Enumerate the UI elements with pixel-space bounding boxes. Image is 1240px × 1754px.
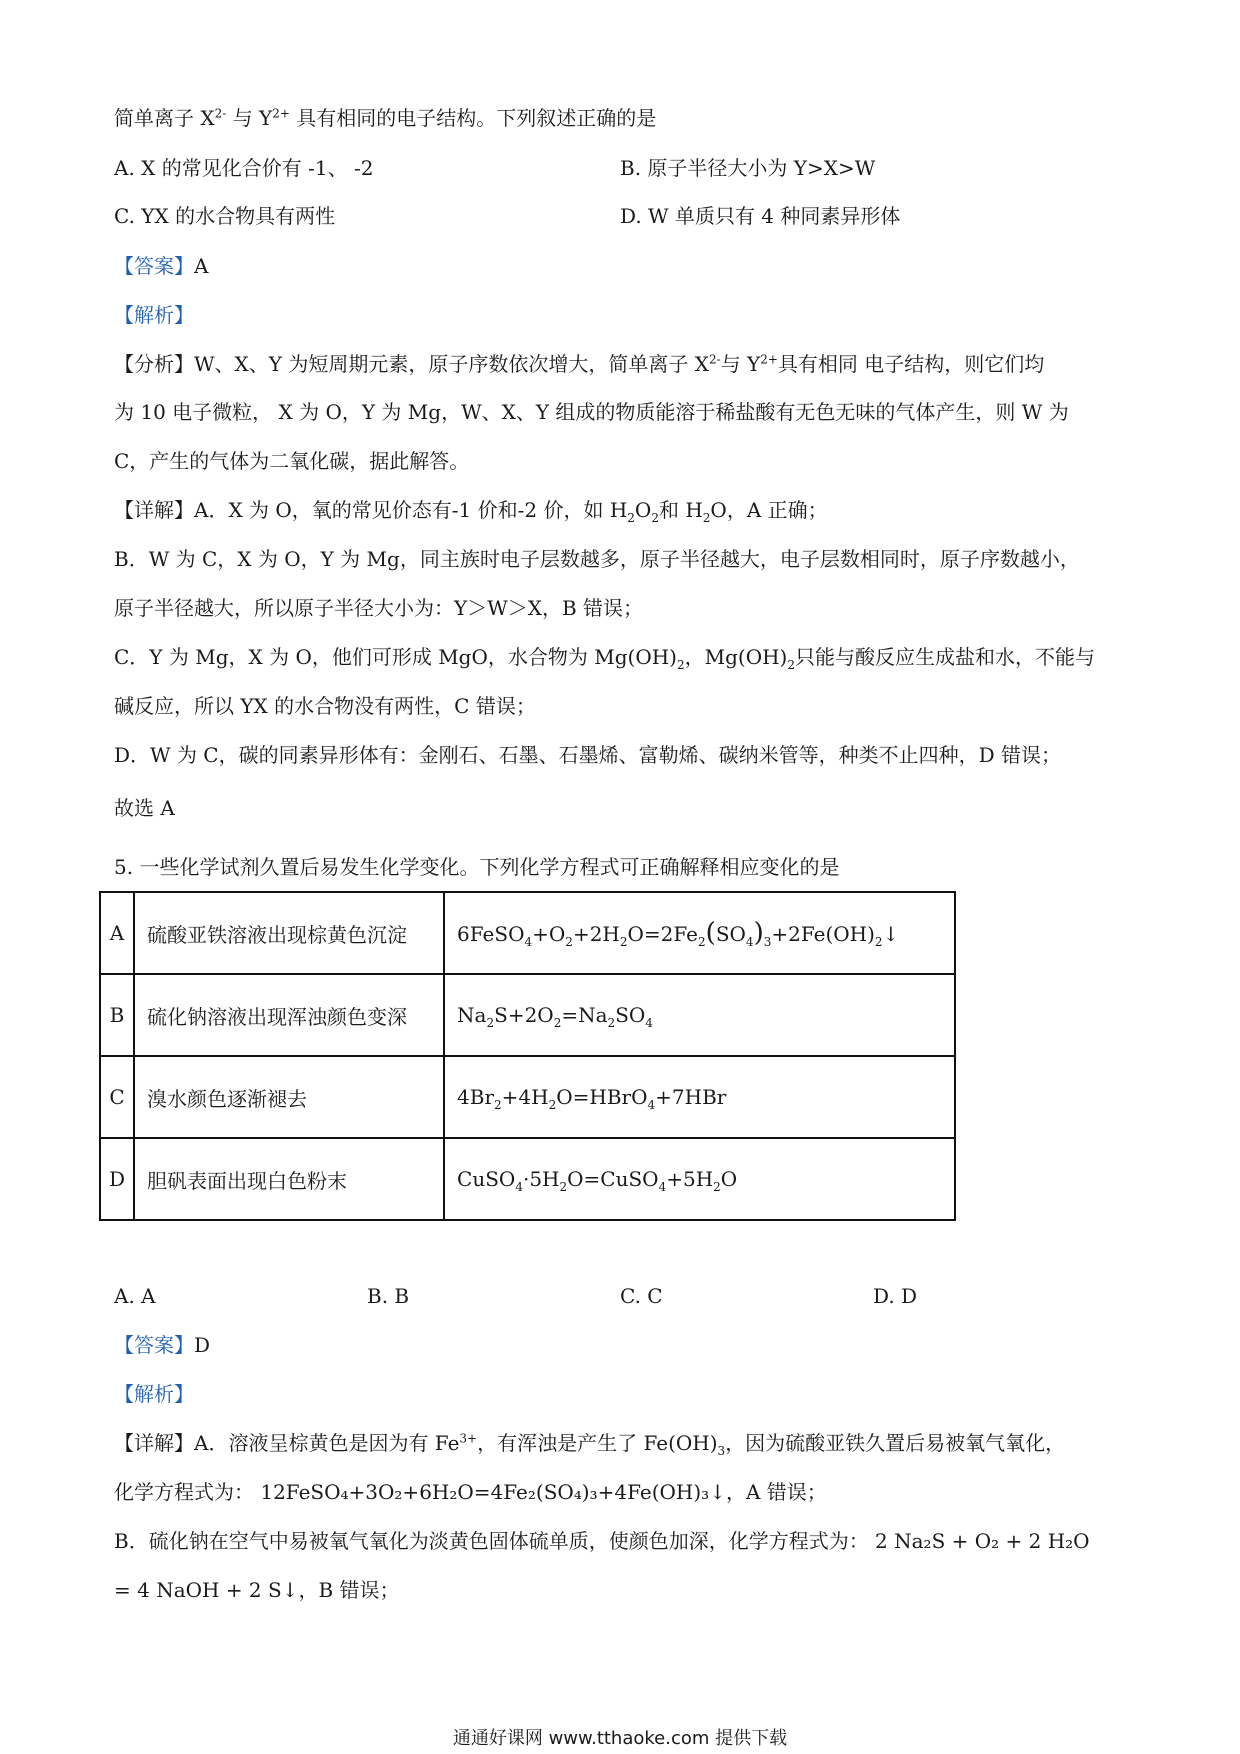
answer-value: A [194,254,209,278]
sub-3: 3 [717,1444,726,1458]
q4-option-b: B. 原子半径大小为 Y>X>W [620,156,876,180]
detail-c-text-a: C．Y 为 Mg，X 为 O，他们可形成 MgO，水合物为 Mg(OH) [114,645,677,669]
row-letter: B [100,974,134,1056]
row-letter: A [100,892,134,974]
q4-option-a: A. X 的常见化合价有 -1、 -2 [114,156,374,180]
detail-tag: 【详解】 [114,498,194,522]
answer-tag: 【答案】 [114,1333,194,1357]
fenxi-sup1: 2- [708,352,721,367]
q5-detail-b1: B．硫化钠在空气中易被氧气氧化为淡黄色固体硫单质，使颜色加深，化学方程式为： 2 Na₂S + O₂ + 2 H₂O [114,1529,1090,1553]
fenxi-text-b: 与 Y [720,352,761,376]
sub-2: 2 [787,658,795,672]
sub-2: 2 [627,511,635,525]
q4-analysis-tag: 【解析】 [114,303,194,327]
answer-tag: 【答案】 [114,254,194,278]
q4-fenxi-line2: 为 10 电子微粒， X 为 O，Y 为 Mg，W、X、Y 组成的物质能溶于稀盐酸有无色无味的气体产生，则 W 为 [114,400,1069,424]
table-row [100,892,955,974]
table-row [100,1138,955,1220]
q4-detail-c2: 碱反应，所以 YX 的水合物没有两性，C 错误； [114,694,536,718]
detail-c-text-c: 只能与酸反应生成盐和水，不能与 [794,645,1095,669]
q5-option-d: D. D [873,1284,918,1308]
row-letter: D [100,1138,134,1220]
q5-stem: 5. 一些化学试剂久置后易发生化学变化。下列化学方程式可正确解释相应变化的是 [114,855,840,879]
fenxi-tag: 【分析】 [114,352,194,376]
row-description: 硫酸亚铁溶液出现棕黄色沉淀 [134,892,444,974]
q4-detail-d: D．W 为 C，碳的同素异形体有：金刚石、石墨、石墨烯、富勒烯、碳纳米管等，种类不止四种，D 错误； [114,743,1062,767]
detail-a-end: O，A 正确； [710,498,828,522]
table-row [100,1056,955,1138]
q5-option-c: C. C [620,1284,663,1308]
detail-a-o: O [634,498,652,522]
q5-answer [114,1330,210,1360]
intro-text-end: 具有相同的电子结构。下列叙述正确的是 [289,106,657,130]
q5-detail-a2: 化学方程式为： 12FeSO₄+3O₂+6H₂O=4Fe₂(SO₄)₃+4Fe(OH)₃↓，A 错误； [114,1480,827,1504]
q4-conclusion: 故选 A [114,796,175,820]
q4-detail-b2: 原子半径越大，所以原子半径大小为：Y＞W＞X，B 错误； [114,596,644,620]
row-equation: $6FeSO_4+O_2+2H_2O=2Fe_2(SO_4)_3+2Fe(OH)_2↓$ [444,892,955,974]
page-footer: 通通好课网 www.tthaoke.com 提供下载 [452,1728,788,1749]
q4-detail-a [114,495,828,525]
q5-table [99,891,956,1221]
row-equation: $4Br_2+4H_2O=HBrO_4+7HBr$ [444,1056,955,1138]
q5-analysis-tag: 【解析】 [114,1382,194,1406]
q4-detail-c1 [114,642,1095,672]
row-equation: $Na_2S+2O_2=Na_2SO_4$ [444,974,955,1056]
row-description: 胆矾表面出现白色粉末 [134,1138,444,1220]
q4-stem-line [114,103,656,133]
q4-answer [114,251,208,281]
intro-text-mid: 与 Y [226,106,273,130]
y-charge: 2+ [272,106,290,121]
q5-option-b: B. B [367,1284,410,1308]
q5-detail-a1 [114,1428,1065,1458]
fe-charge: 3+ [459,1431,478,1446]
row-description: 溴水颜色逐渐褪去 [134,1056,444,1138]
row-equation: $CuSO_4\cdot 5H_2O=CuSO_4+5H_2O$ [444,1138,955,1220]
table-row [100,974,955,1056]
q5-detail-b2: = 4 NaOH + 2 S↓，B 错误； [114,1578,400,1602]
q4-option-d: D. W 单质只有 4 种同素异形体 [620,204,901,228]
sub-2: 2 [676,658,685,672]
row-letter: C [100,1056,134,1138]
row-description: 硫化钠溶液出现浑浊颜色变深 [134,974,444,1056]
fenxi-text-c: 具有相同 电子结构，则它们均 [777,352,1045,376]
detail-tag: 【详解】 [114,1431,194,1455]
sub-2: 2 [651,511,659,525]
q4-detail-b1: B．W 为 C，X 为 O，Y 为 Mg，同主族时电子层数越多，原子半径越大，电子层数相同时，原子序数越小， [114,547,1080,571]
q4-option-c: C. YX 的水合物具有两性 [114,204,336,228]
q4-fenxi-line3: C，产生的气体为二氧化碳，据此解答。 [114,449,470,473]
answer-value: D [194,1333,211,1357]
detail-a-text-c: ，因为硫酸亚铁久置后易被氧气氧化， [725,1431,1066,1455]
x-charge: 2- [214,106,227,121]
fenxi-sup2: 2+ [760,352,778,367]
detail-a-text: A．X 为 O，氧的常见价态有-1 价和-2 价，如 H [194,498,628,522]
q4-fenxi-line1 [114,349,1044,379]
sub-2: 2 [702,511,711,525]
detail-c-text-b: ，Mg(OH) [684,645,788,669]
q5-option-a: A. A [114,1284,156,1308]
detail-a-and: 和 H [658,498,703,522]
intro-text: 简单离子 X [114,106,215,130]
fenxi-text-a: W、X、Y 为短周期元素，原子序数依次增大，简单离子 X [194,352,709,376]
detail-a-text-b: ，有浑浊是产生了 Fe(OH) [477,1431,718,1455]
detail-a-text: A．溶液呈棕黄色是因为有 Fe [194,1431,460,1455]
